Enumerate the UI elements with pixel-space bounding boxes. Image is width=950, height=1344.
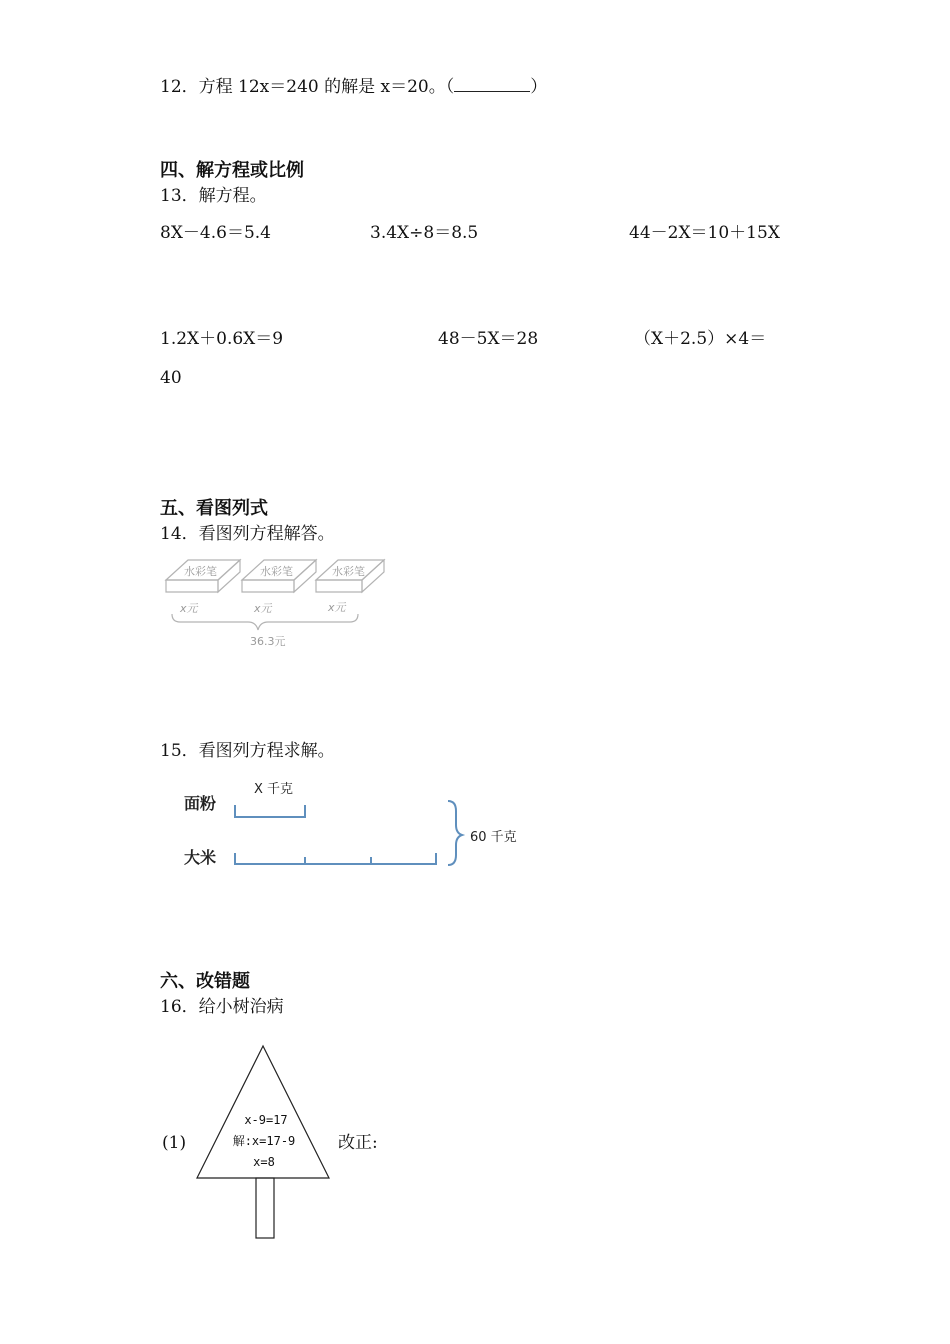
q15-rice-segment — [235, 853, 436, 864]
q13-title: 13．解方程。 — [160, 186, 267, 206]
q15-x-label: X 千克 — [254, 782, 294, 797]
q14-box-label-2: 水彩笔 — [260, 565, 293, 578]
q15-title: 15．看图列方程求解。 — [160, 741, 335, 761]
q15-total-brace — [448, 801, 462, 865]
q14-total-label: 36.3元 — [250, 635, 286, 648]
q14-price-label-1: x元 — [180, 602, 198, 615]
q12-statement: 12．方程 12x＝240 的解是 x＝20。（ — [160, 77, 455, 97]
q13-equation-6: （X＋2.5）×4＝ — [634, 329, 767, 349]
q16-title: 16．给小树治病 — [160, 997, 284, 1017]
q13-equation-3: 44－2X＝10＋15X — [629, 223, 780, 243]
q16-tree-line-2: 解:x=17-9 — [232, 1134, 296, 1148]
q15-figure — [180, 775, 540, 875]
section4-heading: 四、解方程或比例 — [160, 160, 304, 181]
q13-equation-6-wrap: 40 — [160, 368, 182, 388]
q14-box-label-3: 水彩笔 — [332, 565, 365, 578]
q14-title: 14．看图列方程解答。 — [160, 524, 335, 544]
q13-equation-1: 8X－4.6＝5.4 — [160, 223, 271, 243]
section5-heading: 五、看图列式 — [160, 498, 268, 519]
q15-flour-label: 面粉 — [184, 794, 217, 813]
q15-total-label: 60 千克 — [470, 830, 517, 845]
q14-figure — [160, 556, 400, 656]
q12-close-paren: ） — [530, 77, 548, 97]
q16-item-label: (1) — [162, 1133, 187, 1153]
q16-tree-figure — [190, 1040, 340, 1245]
q14-box-label-1: 水彩笔 — [184, 565, 217, 578]
q13-equation-2: 3.4X÷8＝8.5 — [370, 223, 479, 243]
q14-price-label-2: x元 — [254, 602, 272, 615]
q12-text — [160, 77, 547, 96]
q13-equation-5: 48－5X＝28 — [438, 329, 539, 349]
section6-heading: 六、改错题 — [160, 971, 250, 992]
q16-tree-line-1: x-9=17 — [244, 1113, 288, 1127]
q16-tree-line-3: x=8 — [253, 1155, 275, 1169]
q16-tree-trunk — [256, 1178, 274, 1238]
q15-rice-label: 大米 — [184, 848, 217, 867]
q14-price-label-3: x元 — [328, 601, 346, 614]
q16-correction-label: 改正: — [338, 1133, 378, 1153]
q12-answer-blank[interactable] — [454, 77, 530, 92]
q13-equation-4: 1.2X＋0.6X＝9 — [160, 329, 284, 349]
q15-flour-segment — [235, 805, 305, 817]
